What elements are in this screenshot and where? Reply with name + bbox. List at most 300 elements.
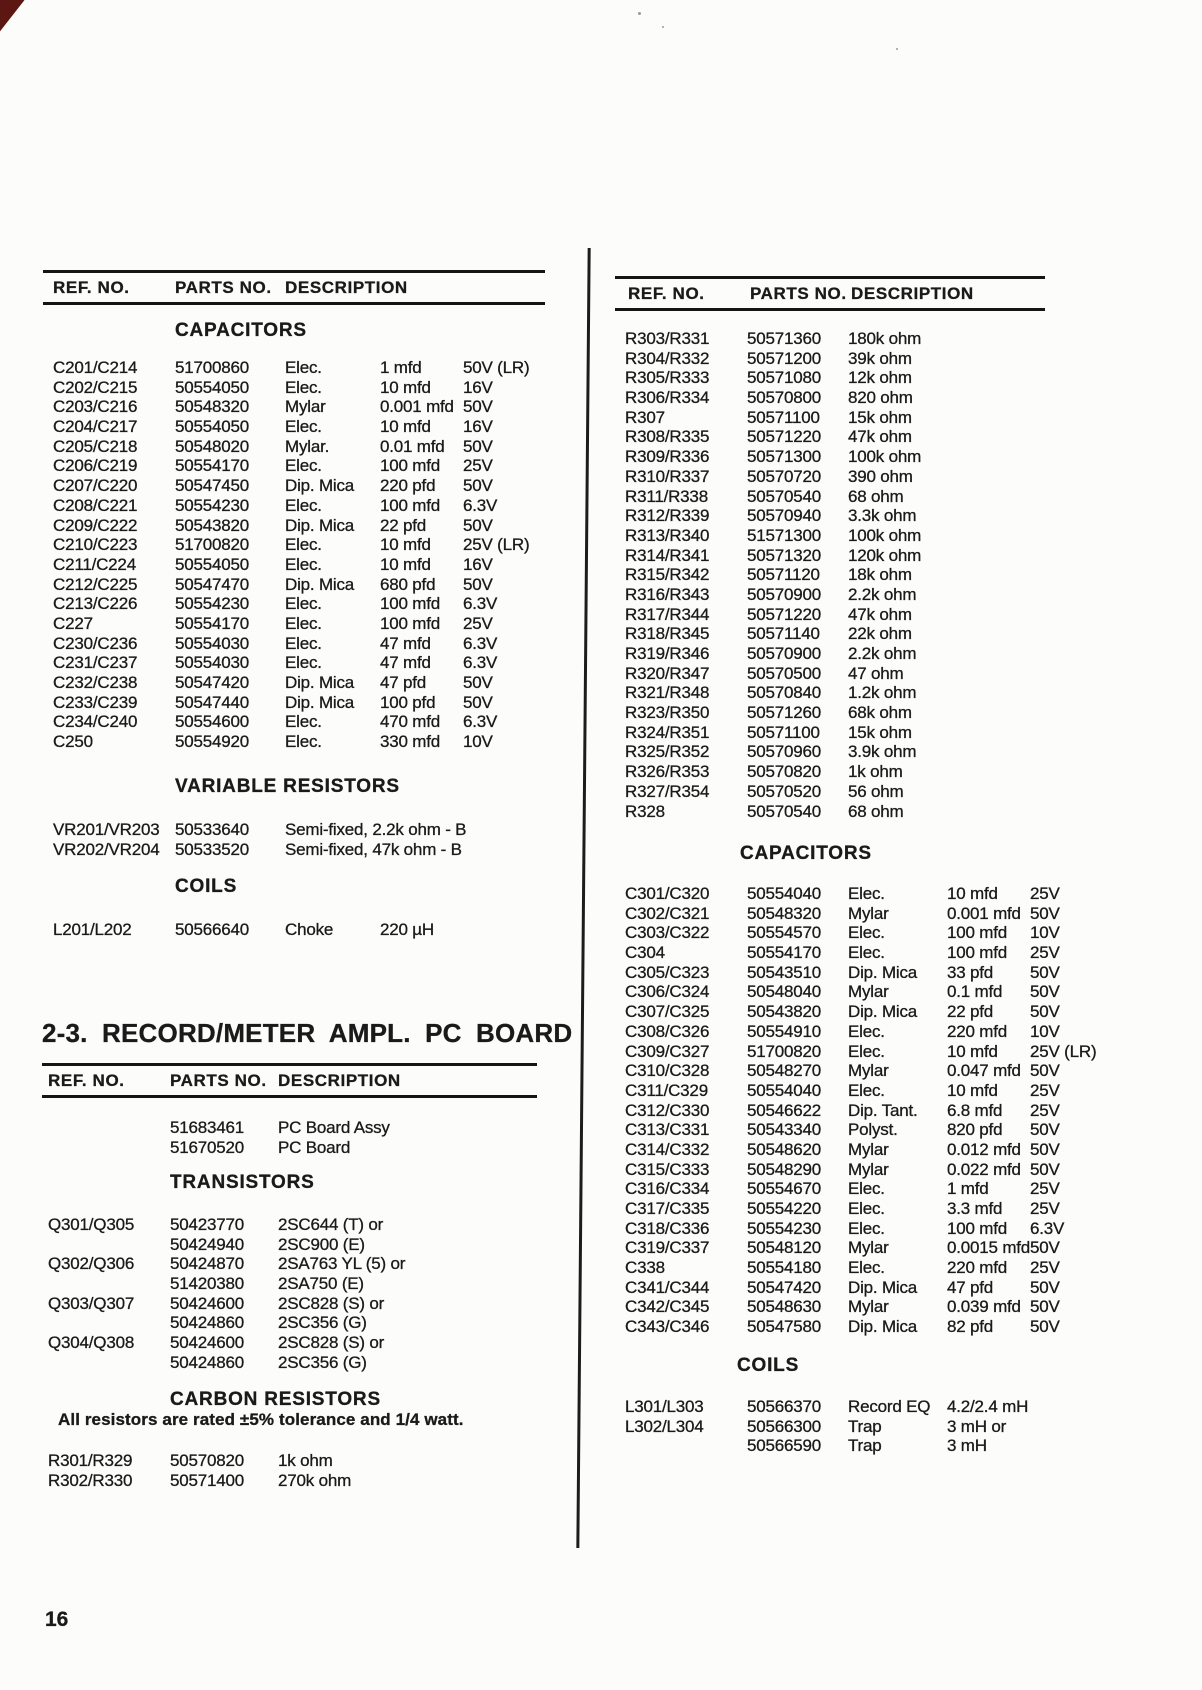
cell-value: 6.8 mfd: [947, 1100, 1003, 1120]
cell-description: 47k ohm: [848, 427, 912, 447]
cell-parts-no: 50566590: [747, 1436, 822, 1456]
cell-voltage: 50V: [463, 673, 493, 692]
cell-parts-no: 50570520: [747, 781, 822, 801]
cell-parts-no: 50543820: [175, 515, 250, 535]
cell-parts-no: 51683461: [170, 1118, 245, 1137]
cell-type: Mylar: [848, 1297, 889, 1317]
cell-description: Semi-fixed, 2.2k ohm - B: [285, 820, 467, 839]
cell-description: 2SC356 (G): [278, 1313, 367, 1333]
cell-parts-no: 50543820: [747, 1002, 822, 1022]
cell-type: Dip. Mica: [285, 574, 355, 594]
table-row: [53, 496, 550, 516]
cell-ref-no: R301/R329: [48, 1451, 133, 1470]
table-row: [625, 1021, 1060, 1042]
cell-voltage: 25V: [1030, 884, 1060, 903]
cell-description: 390 ohm: [848, 466, 913, 486]
scan-speck: [896, 48, 898, 50]
cell-type: Dip. Mica: [848, 1277, 918, 1297]
table-row: [53, 456, 550, 476]
page-number: 16: [45, 1608, 69, 1631]
cell-parts-no: 50424860: [170, 1313, 245, 1333]
cell-ref-no: R319/R346: [625, 644, 710, 663]
cell-value: 22 pfd: [380, 515, 427, 535]
cell-parts-no: 50543510: [747, 962, 822, 982]
table-row: [625, 1041, 1097, 1062]
table-row: [625, 1002, 1060, 1022]
cell-description: PC Board: [278, 1137, 351, 1157]
cell-ref-no: R316/R343: [625, 584, 710, 604]
cell-value: 1 mfd: [380, 358, 422, 377]
cell-ref-no: C231/C237: [53, 653, 138, 673]
cell-parts-no: 50571300: [747, 447, 822, 467]
cell-ref-no: C319/C337: [625, 1238, 710, 1258]
cell-parts-no: 50566640: [175, 920, 250, 939]
cell-type: Mylar: [848, 903, 889, 923]
right-table-header: [615, 276, 1045, 311]
section-title-transistors: TRANSISTORS: [170, 1172, 315, 1193]
left-table-header: [43, 270, 545, 305]
cell-ref-no: R317/R344: [625, 604, 710, 624]
cell-parts-no: 50424870: [170, 1254, 245, 1274]
section-title-coils-left: COILS: [175, 876, 238, 897]
cell-parts-no: 50554230: [175, 594, 250, 614]
cell-parts-no: 50547580: [747, 1317, 822, 1337]
cell-voltage: 6.3V: [463, 653, 498, 673]
cell-type: Mylar.: [285, 436, 330, 456]
cell-description: 1k ohm: [278, 1451, 333, 1470]
cell-type: Elec.: [285, 535, 322, 555]
cell-type: Mylar: [848, 1061, 889, 1081]
cell-ref-no: C313/C331: [625, 1120, 710, 1140]
cell-ref-no: R321/R348: [625, 683, 710, 703]
cell-type: Dip. Mica: [285, 673, 355, 692]
cell-description: 3.3k ohm: [848, 506, 917, 526]
table-row: [625, 408, 1045, 428]
cell-ref-no: C201/C214: [53, 358, 138, 377]
cell-voltage: 50V: [1030, 962, 1060, 982]
cell-value: 100 mfd: [947, 943, 1008, 963]
table-row: [625, 1397, 1045, 1417]
table-row: [625, 1120, 1060, 1140]
cell-parts-no: 50547440: [175, 692, 250, 712]
cell-type: Elec.: [285, 495, 322, 515]
table-row: [625, 884, 1060, 904]
cell-value: 10 mfd: [947, 1080, 998, 1100]
table-row: [625, 1277, 1060, 1298]
cell-description: PC Board Assy: [278, 1118, 390, 1137]
cell-parts-no: 50543340: [747, 1120, 822, 1140]
cell-parts-no: 50554920: [175, 732, 250, 752]
cell-description: 1k ohm: [848, 762, 903, 782]
capacitors-table-left: [53, 358, 550, 752]
cell-type: Mylar: [848, 1238, 889, 1258]
table-row: [625, 683, 1045, 703]
cell-description: 270k ohm: [278, 1470, 352, 1490]
cell-ref-no: R306/R334: [625, 388, 710, 408]
table-row: [625, 368, 1045, 388]
cell-ref-no: R309/R336: [625, 447, 710, 467]
table-row: [48, 1313, 537, 1333]
column-header-parts-no: PARTS NO.: [175, 277, 272, 297]
cell-ref-no: C232/C238: [53, 673, 138, 692]
cell-parts-no: 50424860: [170, 1352, 245, 1372]
cell-parts-no: 50554170: [175, 613, 250, 633]
table-row: [53, 476, 550, 496]
cell-value: 3 mH or: [947, 1416, 1007, 1436]
cell-description: 2SC644 (T) or: [278, 1215, 384, 1234]
cell-parts-no: 50554670: [747, 1179, 822, 1199]
column-header-parts-no: PARTS NO.: [170, 1070, 267, 1090]
cell-voltage: 25V (LR): [1030, 1041, 1097, 1061]
section-title-capacitors-left: CAPACITORS: [175, 320, 307, 341]
cell-voltage: 25V: [1030, 1080, 1060, 1100]
cell-parts-no: 51670520: [170, 1137, 245, 1157]
cell-voltage: 6.3V: [463, 712, 498, 732]
cell-ref-no: C317/C335: [625, 1199, 710, 1218]
section-title-coils-right: COILS: [737, 1355, 800, 1376]
cell-parts-no: 50554600: [175, 712, 250, 732]
cell-voltage: 50V: [463, 574, 493, 594]
cell-parts-no: 50554050: [175, 377, 250, 397]
cell-ref-no: L302/L304: [625, 1416, 704, 1436]
cell-ref-no: R324/R351: [625, 722, 710, 742]
cell-description: Semi-fixed, 47k ohm - B: [285, 839, 462, 859]
cell-parts-no: 50570540: [747, 486, 822, 506]
table-row: [53, 417, 550, 437]
cell-ref-no: C211/C224: [53, 554, 136, 574]
cell-voltage: 6.3V: [1030, 1218, 1065, 1238]
cell-type: Elec.: [848, 1199, 885, 1218]
cell-value: 100 mfd: [380, 456, 441, 476]
cell-parts-no: 50548290: [747, 1159, 822, 1179]
cell-ref-no: C341/C344: [625, 1277, 710, 1297]
cell-type: Elec.: [848, 943, 885, 963]
cell-ref-no: C338: [625, 1258, 665, 1278]
cell-value: 3.3 mfd: [947, 1199, 1003, 1218]
cell-ref-no: R318/R345: [625, 624, 710, 644]
cell-description: 68 ohm: [848, 801, 904, 821]
cell-ref-no: C230/C236: [53, 633, 138, 653]
cell-value: 0.001 mfd: [947, 903, 1021, 923]
cell-type: Dip. Mica: [285, 515, 355, 535]
cell-type: Trap: [848, 1416, 882, 1436]
table-row: [625, 1061, 1060, 1081]
table-row: [625, 1100, 1060, 1121]
cell-value: 0.0015 mfd: [947, 1238, 1031, 1258]
cell-type: Choke: [285, 920, 334, 939]
cell-ref-no: R307: [625, 407, 665, 427]
cell-value: 0.047 mfd: [947, 1061, 1021, 1081]
cell-parts-no: 50424940: [170, 1234, 245, 1254]
cell-parts-no: 50571220: [747, 604, 822, 624]
cell-type: Elec.: [285, 633, 322, 653]
cell-ref-no: R308/R335: [625, 427, 710, 447]
cell-parts-no: 50548630: [747, 1297, 822, 1317]
cell-parts-no: 50548020: [175, 436, 250, 456]
table-row: [625, 526, 1045, 546]
cell-value: 33 pfd: [947, 962, 994, 982]
cell-type: Dip. Mica: [848, 962, 918, 982]
cell-type: Mylar: [285, 397, 326, 417]
table-row: [53, 555, 550, 575]
cell-ref-no: [48, 1235, 170, 1255]
cell-parts-no: 50533640: [175, 820, 250, 839]
cell-ref-no: R313/R340: [625, 525, 710, 545]
section-title-carbon-resistors: CARBON RESISTORS: [170, 1389, 381, 1410]
cell-value: 10 mfd: [380, 377, 431, 397]
cell-ref-no: C205/C218: [53, 436, 138, 456]
section-heading-record-meter-ampl: 2-3. RECORD/METER AMPL. PC BOARD: [42, 1018, 573, 1048]
cell-ref-no: C234/C240: [53, 712, 138, 732]
cell-voltage: 50V: [1030, 903, 1060, 923]
table-row: [625, 723, 1045, 743]
column-header-parts-no: PARTS NO.: [750, 283, 847, 303]
table-row: [48, 1353, 537, 1373]
cell-value: 1 mfd: [947, 1179, 989, 1199]
cell-ref-no: Q301/Q305: [48, 1215, 135, 1234]
table-row: [625, 982, 1060, 1002]
cell-voltage: 50V: [1030, 1238, 1060, 1258]
cell-value: 10 mfd: [380, 554, 431, 574]
left-table2-header: [42, 1063, 537, 1098]
resistors-table-right: [625, 329, 1045, 821]
cell-voltage: 50V: [463, 397, 493, 417]
cell-value: 680 pfd: [380, 574, 436, 594]
column-header-description: DESCRIPTION: [278, 1070, 401, 1090]
cell-ref-no: C203/C216: [53, 397, 138, 417]
cell-ref-no: Q304/Q308: [48, 1333, 135, 1353]
cell-parts-no: 50571200: [747, 348, 822, 368]
cell-value: 220 pfd: [380, 476, 436, 496]
cell-ref-no: C304: [625, 943, 665, 963]
cell-value: 4.2/2.4 mH: [947, 1397, 1029, 1416]
cell-voltage: 50V: [1030, 1159, 1060, 1179]
cell-description: 1.2k ohm: [848, 683, 917, 703]
table-row: [625, 1238, 1060, 1258]
cell-description: 47k ohm: [848, 604, 912, 624]
capacitors-table-right: [625, 884, 1097, 1337]
cell-ref-no: Q302/Q306: [48, 1254, 135, 1274]
cell-voltage: 50V: [1030, 1277, 1060, 1297]
cell-value: 0.01 mfd: [380, 436, 445, 456]
cell-parts-no: 50547470: [175, 574, 250, 594]
cell-ref-no: C342/C345: [625, 1297, 710, 1317]
cell-parts-no: 50571360: [747, 329, 822, 348]
cell-parts-no: 51700820: [747, 1041, 822, 1061]
cell-parts-no: 50547420: [175, 673, 250, 692]
cell-value: 10 mfd: [947, 1041, 998, 1061]
cell-voltage: 25V: [1030, 1100, 1060, 1120]
cell-value: 3 mH: [947, 1436, 987, 1456]
cell-type: Elec.: [285, 613, 322, 633]
cell-voltage: 25V: [1030, 1199, 1060, 1218]
table-row: [625, 644, 1045, 664]
table-row: [53, 614, 550, 634]
table-row: [53, 397, 550, 417]
cell-parts-no: 50554050: [175, 554, 250, 574]
section-title-variable-resistors: VARIABLE RESISTORS: [175, 776, 400, 797]
scan-corner-artifact: [0, 0, 26, 37]
column-header-ref-no: REF. NO.: [53, 277, 130, 297]
cell-parts-no: 50566370: [747, 1397, 822, 1416]
cell-ref-no: C314/C332: [625, 1139, 710, 1159]
cell-description: 2SC356 (G): [278, 1352, 367, 1372]
cell-type: Dip. Mica: [848, 1317, 918, 1337]
cell-ref-no: C309/C327: [625, 1041, 710, 1061]
cell-voltage: 16V: [463, 554, 493, 574]
cell-value: 47 mfd: [380, 653, 431, 673]
cell-parts-no: 50570500: [747, 663, 822, 683]
cell-type: Dip. Mica: [848, 1002, 918, 1022]
cell-description: 15k ohm: [848, 722, 912, 742]
cell-value: 220 µH: [380, 920, 434, 939]
table-row: [53, 653, 550, 673]
cell-voltage: 6.3V: [463, 594, 498, 614]
cell-ref-no: C316/C334: [625, 1179, 710, 1199]
table-row: [48, 1138, 537, 1158]
table-row: [625, 1179, 1060, 1199]
cell-voltage: 10V: [1030, 1021, 1060, 1041]
cell-parts-no: 50554030: [175, 633, 250, 653]
cell-ref-no: [48, 1118, 170, 1138]
cell-parts-no: 50554230: [747, 1218, 822, 1238]
coils-table-right: [625, 1397, 1045, 1456]
cell-description: 100k ohm: [848, 525, 922, 545]
cell-parts-no: 50554570: [747, 923, 822, 943]
cell-parts-no: 50570800: [747, 388, 822, 408]
cell-ref-no: C208/C221: [53, 495, 138, 515]
table-row: [53, 378, 550, 398]
cell-parts-no: 50571320: [747, 545, 822, 565]
cell-ref-no: R326/R353: [625, 762, 710, 782]
cell-type: Dip. Mica: [285, 476, 355, 496]
cell-type: Elec.: [285, 732, 322, 752]
cell-ref-no: C302/C321: [625, 903, 710, 923]
cell-type: Elec.: [285, 417, 322, 437]
cell-description: 56 ohm: [848, 781, 904, 801]
cell-value: 47 pfd: [380, 673, 427, 692]
cell-type: Elec.: [848, 1041, 885, 1061]
table-row: [48, 1274, 537, 1294]
cell-value: 82 pfd: [947, 1317, 994, 1337]
cell-ref-no: C315/C333: [625, 1159, 710, 1179]
cell-parts-no: 50570960: [747, 742, 822, 762]
cell-type: Elec.: [285, 653, 322, 673]
table-row: [53, 712, 550, 732]
cell-parts-no: 50547450: [175, 476, 250, 496]
column-header-description: DESCRIPTION: [851, 283, 974, 303]
cell-ref-no: R327/R354: [625, 781, 710, 801]
cell-voltage: 10V: [1030, 923, 1060, 943]
table-row: [625, 802, 1045, 822]
cell-type: Elec.: [848, 1080, 885, 1100]
cell-voltage: 25V: [463, 613, 493, 633]
cell-voltage: 16V: [463, 417, 493, 437]
cell-value: 47 mfd: [380, 633, 431, 653]
cell-description: 39k ohm: [848, 348, 912, 368]
cell-type: Elec.: [285, 594, 322, 614]
table-row: [625, 903, 1060, 924]
cell-ref-no: C310/C328: [625, 1061, 710, 1081]
cell-ref-no: C227: [53, 613, 93, 633]
cell-value: 0.012 mfd: [947, 1139, 1021, 1159]
table-row: [625, 762, 1045, 782]
table-row: [53, 437, 550, 457]
cell-ref-no: R320/R347: [625, 663, 710, 683]
cell-parts-no: 50424600: [170, 1293, 245, 1313]
cell-parts-no: 50571120: [747, 565, 820, 585]
cell-parts-no: 50554030: [175, 653, 250, 673]
table-row: [53, 535, 550, 555]
cell-parts-no: 50571220: [747, 427, 822, 447]
cell-type: Trap: [848, 1436, 882, 1456]
cell-voltage: 25V: [1030, 1258, 1060, 1278]
cell-ref-no: C204/C217: [53, 417, 138, 437]
table-row: [48, 1294, 537, 1314]
cell-value: 0.1 mfd: [947, 982, 1003, 1002]
cell-value: 470 mfd: [380, 712, 441, 732]
cell-parts-no: 51700820: [175, 535, 250, 555]
cell-parts-no: 50554180: [747, 1258, 822, 1278]
cell-description: 2SA750 (E): [278, 1274, 364, 1294]
cell-ref-no: C233/C239: [53, 692, 138, 712]
cell-description: 3.9k ohm: [848, 742, 917, 762]
cell-value: 100 pfd: [380, 692, 436, 712]
cell-ref-no: R328: [625, 801, 665, 821]
column-divider-line: [576, 248, 590, 1548]
cell-ref-no: [48, 1274, 170, 1294]
cell-parts-no: 50570540: [747, 801, 822, 821]
cell-value: 100 mfd: [947, 1218, 1008, 1238]
cell-type: Dip. Mica: [285, 692, 355, 712]
cell-value: 0.001 mfd: [380, 397, 454, 417]
cell-ref-no: R315/R342: [625, 565, 710, 585]
cell-type: Elec.: [848, 884, 885, 903]
carbon-resistors-note: All resistors are rated ±5% tolerance and 1/4 watt.: [58, 1410, 464, 1429]
table-row: [625, 1218, 1065, 1239]
table-row: [625, 546, 1045, 566]
cell-parts-no: 50570900: [747, 644, 822, 663]
cell-description: 18k ohm: [848, 565, 912, 585]
cell-voltage: 25V: [1030, 943, 1060, 963]
table-row: [625, 1436, 1045, 1456]
cell-ref-no: C206/C219: [53, 456, 138, 476]
table-row: [53, 575, 550, 595]
cell-parts-no: 50548320: [175, 397, 250, 417]
cell-parts-no: 50424600: [170, 1333, 245, 1353]
cell-ref-no: C306/C324: [625, 982, 710, 1002]
cell-type: Mylar: [848, 1159, 889, 1179]
table-row: [48, 1333, 537, 1353]
cell-parts-no: 50571100: [747, 407, 820, 427]
cell-parts-no: 50570900: [747, 584, 822, 604]
cell-description: 2.2k ohm: [848, 584, 917, 604]
scan-speck: [662, 26, 664, 28]
table-row: [625, 624, 1045, 644]
cell-value: 100 mfd: [947, 923, 1008, 943]
cell-ref-no: C213/C226: [53, 594, 138, 614]
cell-ref-no: [625, 1436, 747, 1456]
table-row: [625, 349, 1045, 369]
cell-voltage: 50V: [463, 692, 493, 712]
table-row: [53, 920, 550, 940]
cell-ref-no: R304/R332: [625, 348, 710, 368]
cell-voltage: 50V: [1030, 1120, 1060, 1140]
cell-description: 2SC900 (E): [278, 1234, 365, 1254]
table-row: [625, 1258, 1060, 1278]
table-row: [53, 516, 550, 536]
cell-voltage: 6.3V: [463, 633, 498, 653]
